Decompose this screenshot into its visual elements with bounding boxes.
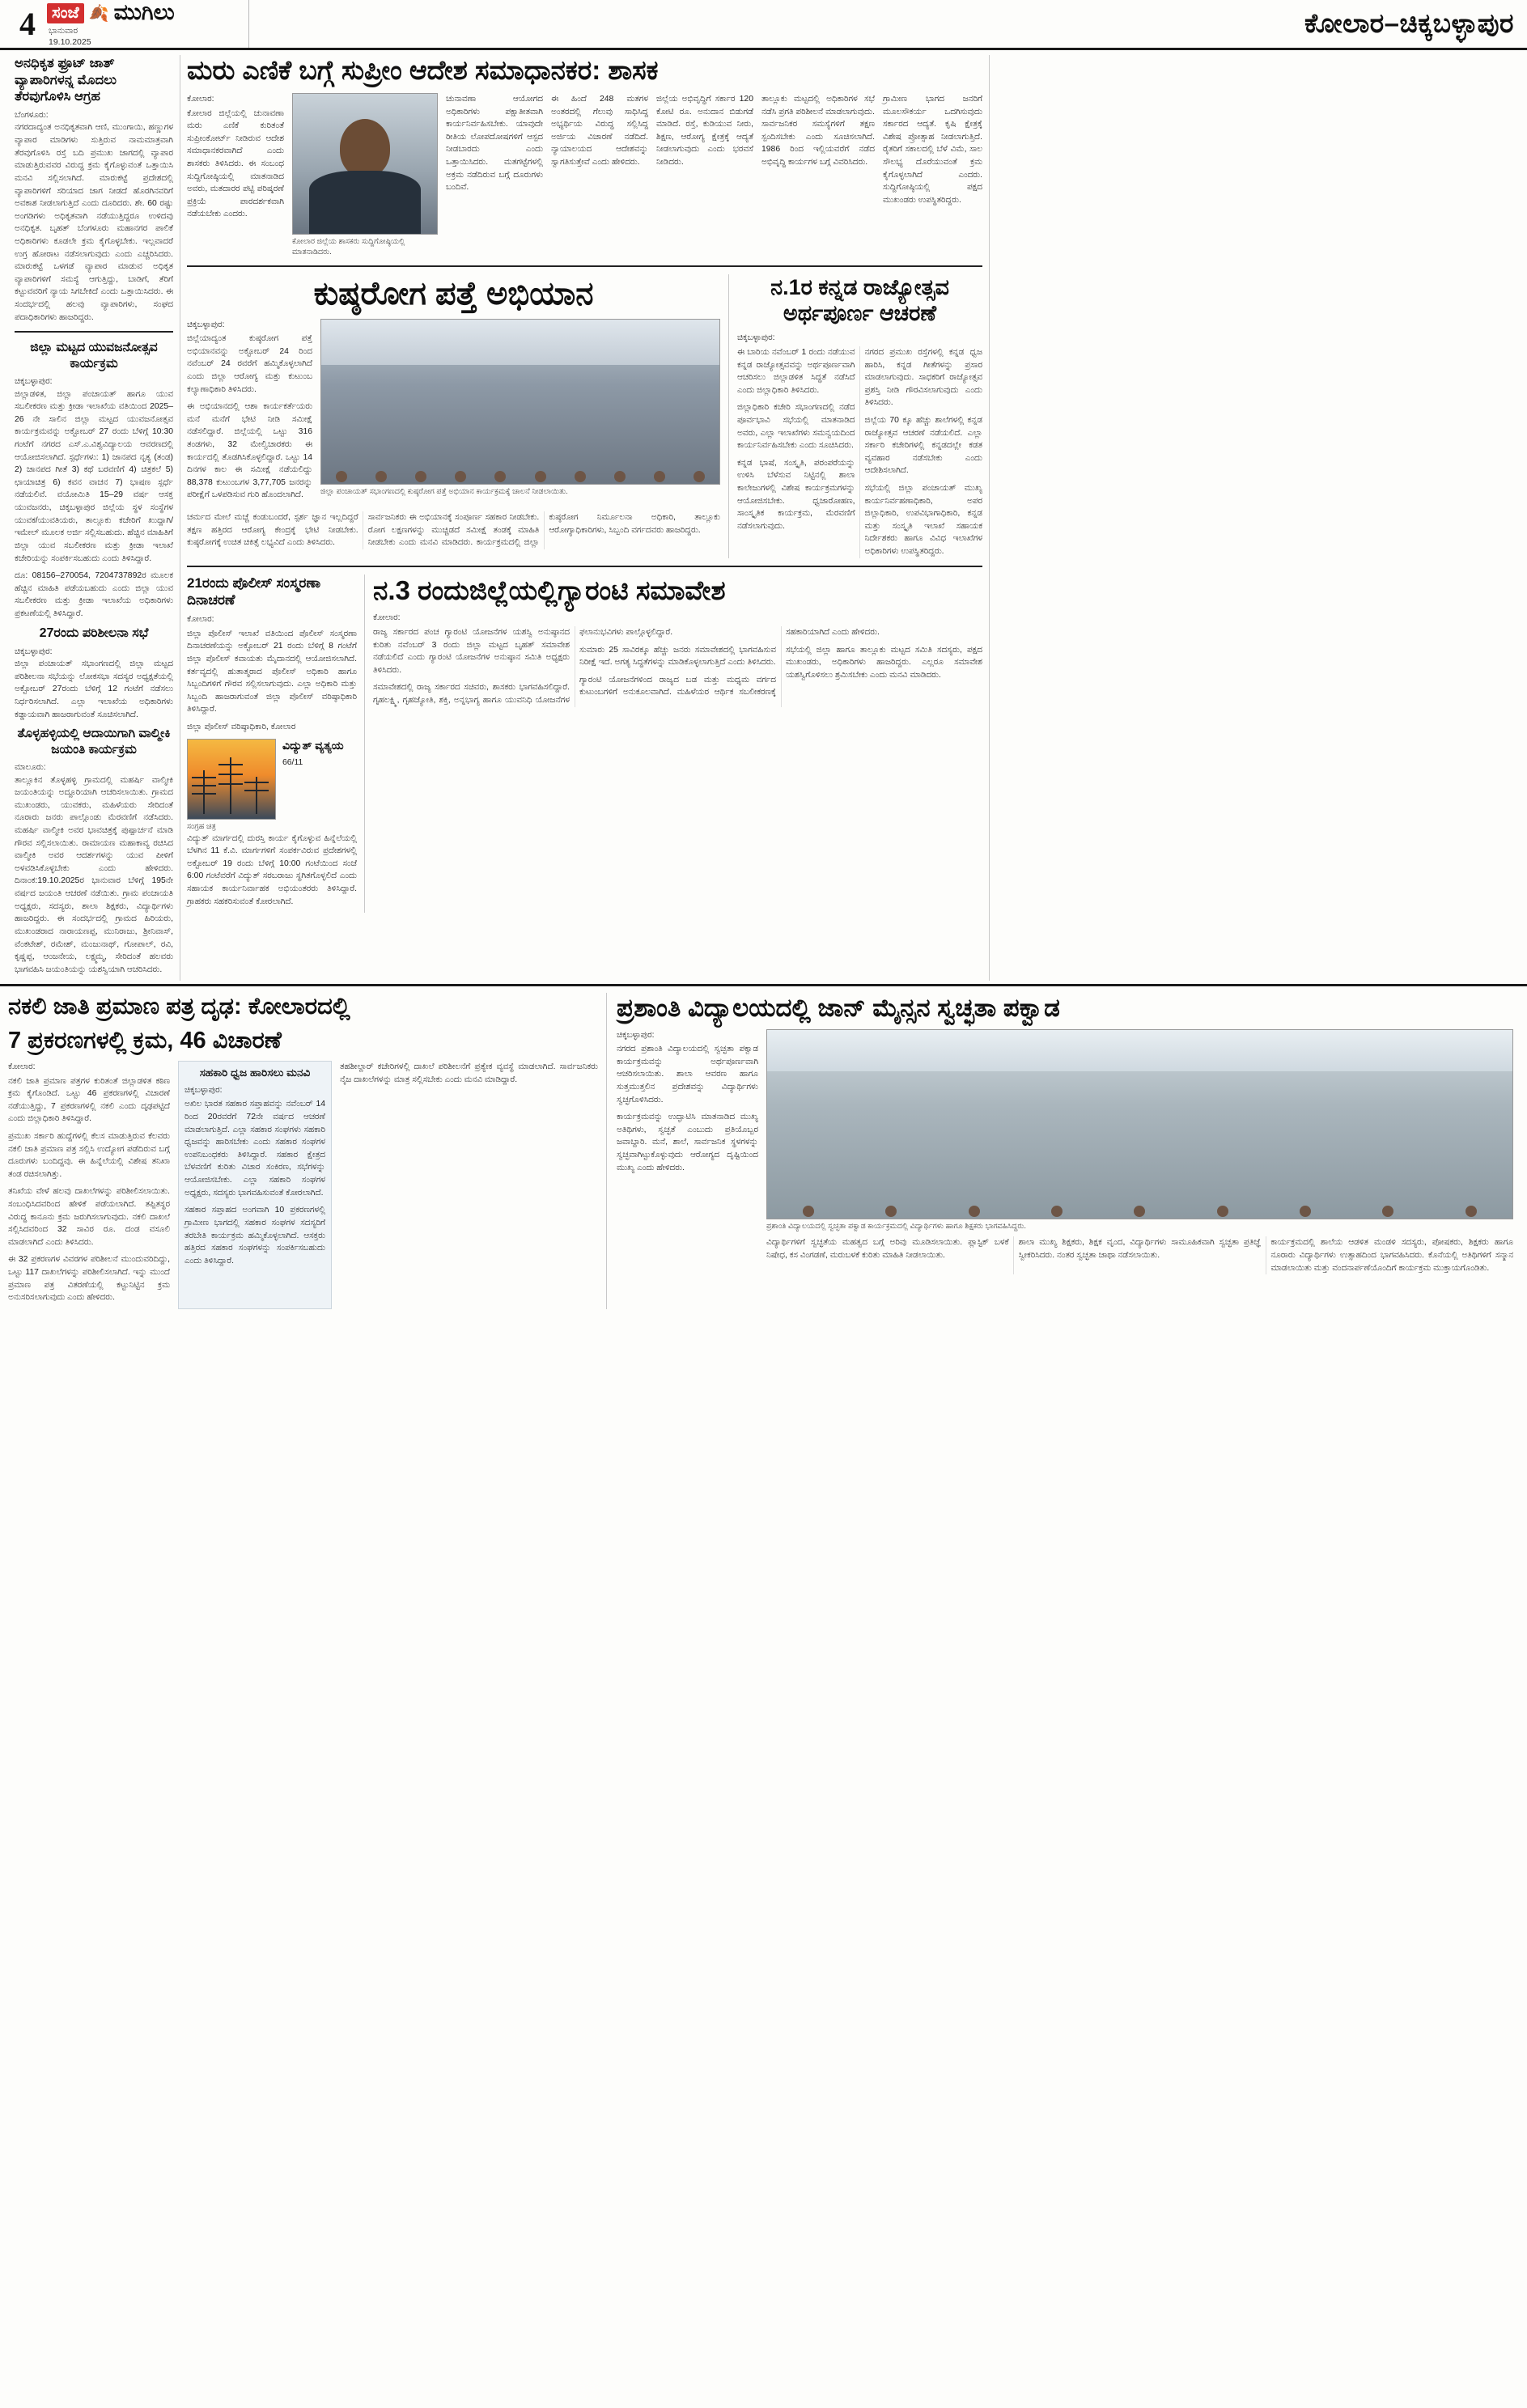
story-n3-para-2: ಸುಮಾರು 25 ಸಾವಿರಕ್ಕೂ ಹೆಚ್ಚು ಜನರು ಸಮಾವೇಶದಲ್ಲಿ ಭಾಗವಹಿಸುವ ನಿರೀಕ್ಷೆ ಇದೆ. ಅಗತ್ಯ ಸಿದ್ಧತೆಗಳನ್ನು ಮಾಡಿಕೊಳ್ಳಲಾಗುತ್ತಿದೆ ಎಂದು ತಿಳಿಸಿದರು. [579, 645, 776, 668]
story-police [187, 574, 365, 913]
edition-date: 19.10.2025 [49, 36, 91, 47]
story-cleanliness-para-3: ಶಾಲಾ ಮುಖ್ಯ ಶಿಕ್ಷಕರು, ಶಿಕ್ಷಕ ವೃಂದ, ವಿದ್ಯಾರ್ಥಿಗಳು ಸಾಮೂಹಿಕವಾಗಿ ಸ್ವಚ್ಛತಾ ಪ್ರತಿಜ್ಞೆ ಸ್ವೀಕರಿಸಿದರು. ನಂತರ ಸ್ವಚ್ಛತಾ ಜಾಥಾ ನಡೆಸಲಾಯಿತು. [1018, 1238, 1262, 1260]
leaf-icon: 🍂 [88, 4, 109, 23]
story-supreme-dateline: ಕೋಲಾರ: [187, 94, 214, 104]
story-n1-headline: ನ.1ರ ಕನ್ನಡ ರಾಜ್ಯೋತ್ಸವ ಅರ್ಥಪೂರ್ಣ ಆಚರಣೆ [770, 274, 949, 325]
story-caste-headline-1: ನಕಲಿ ಜಾತಿ ಪ್ರಮಾಣ ಪತ್ರ ದೃಢ: ಕೋಲಾರದಲ್ಲಿ [8, 994, 350, 1020]
story-n1 [729, 274, 982, 558]
story-valmiki-body: ತಾಲ್ಲೂಕಿನ ತೊಳ್ಳಹಳ್ಳಿ ಗ್ರಾಮದಲ್ಲಿ ಮಹರ್ಷಿ ವಾಲ್ಮೀಕಿ ಜಯಂತಿಯನ್ನು ಅದ್ದೂರಿಯಾಗಿ ಆಚರಿಸಲಾಯಿತು. ಗ್ರಾಮದ ಮುಖಂಡರು, ಯುವಕರು, ಮಹಿಳೆಯರು ಸೇರಿದಂತೆ ನೂರಾರು ಜನರು ಪಾಲ್ಗೊಂಡು ಮೆರವಣಿಗೆ ನಡೆಸಿದರು. ಮಹರ್ಷಿ ವಾಲ್ಮೀಕಿ ಅವರ ಭಾವಚಿತ್ರಕ್ಕೆ ಪುಷ್ಪಾರ್ಚನೆ ಮಾಡಿ ಗೌರವ ಸಲ್ಲಿಸಲಾಯಿತು. ರಾಮಾಯಣ ಮಹಾಕಾವ್ಯ ರಚಿಸಿದ ವಾಲ್ಮೀಕಿ ಅವರ ಆದರ್ಶಗಳನ್ನು ಯುವ ಪೀಳಿಗೆ ಅಳವಡಿಸಿಕೊಳ್ಳಬೇಕು ಎಂದು ಹೇಳಿದರು. ದಿನಾಂಕ:19.10.2025ರ ಭಾನುವಾರ ಬೆಳಿಗ್ಗೆ 195ನೇ ವರ್ಷದ ಜಯಂತಿ ಆಚರಣೆ ನಡೆಯಿತು. ಗ್ರಾಮ ಪಂಚಾಯತಿ ಅಧ್ಯಕ್ಷರು, ಸದಸ್ಯರು, ಶಾಲಾ ಶಿಕ್ಷಕರು, ವಿದ್ಯಾರ್ಥಿಗಳು ಹಾಜರಿದ್ದರು. ಈ ಸಂದರ್ಭದಲ್ಲಿ ಗ್ರಾಮದ ಹಿರಿಯರು, ಮುಖಂಡರಾದ ನಾರಾಯಣಪ್ಪ, ಮುನಿರಾಜು, ಶ್ರೀನಿವಾಸ್, ವೆಂಕಟೇಶ್, ರಮೇಶ್, ಮಂಜುನಾಥ್, ಗೋಪಾಲ್, ರವಿ, ಕೃಷ್ಣಪ್ಪ, ಆಂಜನೇಯ, ಲಕ್ಷ್ಮಮ್ಮ, ಸೇರಿದಂತೆ ಹಲವರು ಭಾಗವಹಿಸಿ ಜಯಂತಿಯನ್ನು ಯಶಸ್ವಿಯಾಗಿ ಆಚರಿಸಿದರು. [15, 775, 173, 974]
story-fruit-body: ನಗರದಾದ್ಯಂತ ಅನಧಿಕೃತವಾಗಿ ಆಣಿ, ಮುಂಗಾಯಿ, ಹಣ್ಣುಗಳ ವ್ಯಾಪಾರ ಮಾಡಿಗಳು ಸುತ್ತಿರುವ ನಾಮಮಾತ್ರವಾಗಿ ತೆರವುಗೊಳಿಸಿ ರಸ್ತೆ ಬದಿ ಪ್ರಮುಖ ಜಾಗದಲ್ಲಿ ವ್ಯಾಪಾರ ಮಾಡುತ್ತಿರುವವರ ವಿರುದ್ಧ ಕ್ರಮ ಕೈಗೊಳ್ಳುವಂತೆ ಒತ್ತಾಯಿಸಿ ಮನವಿ ಸಲ್ಲಿಸಲಾಗಿದೆ. ಮಾರುಕಟ್ಟೆ ಪ್ರದೇಶದಲ್ಲಿ ವ್ಯಾಪಾರಿಗಳಿಗೆ ಸರಿಯಾದ ಜಾಗ ನೀಡದೆ ಹೊರಗಿನವರಿಗೆ ಅವಕಾಶ ನೀಡಲಾಗುತ್ತಿದೆ ಎಂದು ದೂರಿದರು. ಶೇ. 60 ರಷ್ಟು ಅಂಗಡಿಗಳು ಅಧಿಕೃತವಾಗಿ ನಡೆಯುತ್ತಿದ್ದರೂ ಉಳಿದವು ಅನಧಿಕೃತ. ಬೃಹತ್ ಬೆಂಗಳೂರು ಮಹಾನಗರ ಪಾಲಿಕೆ ಅಧಿಕಾರಿಗಳು ಕೂಡಲೇ ಕ್ರಮ ಕೈಗೊಳ್ಳಬೇಕು. ಇಲ್ಲವಾದರೆ ಉಗ್ರ ಹೋರಾಟ ನಡೆಸಲಾಗುವುದು ಎಂದು ಎಚ್ಚರಿಸಿದರು. ಮಾರುಕಟ್ಟೆ ಒಳಗಡೆ ವ್ಯಾಪಾರ ಮಾಡುವ ಅಧಿಕೃತ ವ್ಯಾಪಾರಿಗಳಿಗೆ ಸಮಸ್ಯೆ ಆಗುತ್ತಿದ್ದು, ಬಾಡಿಗೆ, ತೆರಿಗೆ ಕಟ್ಟುವವರಿಗೆ ನ್ಯಾಯ ಸಿಗಬೇಕಿದೆ ಎಂದು ಒತ್ತಾಯಿಸಿದರು. ಈ ಸಂದರ್ಭದಲ್ಲಿ ಹಲವು ವ್ಯಾಪಾರಿಗಳು, ಸಂಘದ ಪದಾಧಿಕಾರಿಗಳು ಹಾಜರಿದ್ದರು. [15, 123, 173, 322]
story-supreme-para-2: ಈ ಹಿಂದೆ 248 ಮತಗಳ ಅಂತರದಲ್ಲಿ ಗೆಲುವು ಸಾಧಿಸಿದ್ದ ಅಭ್ಯರ್ಥಿಯ ವಿರುದ್ಧ ಸಲ್ಲಿಸಿದ್ದ ಅರ್ಜಿಯ ವಿಚಾರಣೆ ನಡೆದಿದೆ. ನ್ಯಾಯಾಲಯದ ಆದೇಶವನ್ನು ಸ್ವಾಗತಿಸುತ್ತೇವೆ ಎಂದು ಹೇಳಿದರು. [551, 94, 648, 167]
story-n1-para-2: ಕನ್ನಡ ಭಾಷೆ, ಸಂಸ್ಕೃತಿ, ಪರಂಪರೆಯನ್ನು ಉಳಿಸಿ ಬೆಳೆಸುವ ನಿಟ್ಟಿನಲ್ಲಿ ಶಾಲಾ ಕಾಲೇಜುಗಳಲ್ಲಿ ವಿಶೇಷ ಕಾರ್ಯಕ್ರಮಗಳನ್ನು ಆಯೋಜಿಸಬೇಕು. ಧ್ವಜಾರೋಹಣ, ಸಾಂಸ್ಕೃತಿಕ ಕಾರ್ಯಕ್ರಮ, ಮೆರವಣಿಗೆ ನಡೆಸಲಾಗುವುದು. [737, 458, 855, 531]
story-fruit-dateline: ಬೆಂಗಳೂರು: [15, 110, 49, 120]
story-coop-headline: ಸಹಕಾರಿ ಧ್ವಜ ಹಾರಿಸಲು ಮನವಿ [199, 1066, 311, 1079]
story-kushtaroga-photo [320, 319, 720, 485]
story-kushtaroga-para-2: ಚರ್ಮದ ಮೇಲೆ ಮಚ್ಚೆ ಕಂಡುಬಂದರೆ, ಸ್ಪರ್ಶ ಜ್ಞಾನ ಇಲ್ಲದಿದ್ದರೆ ತಕ್ಷಣ ಹತ್ತಿರದ ಆರೋಗ್ಯ ಕೇಂದ್ರಕ್ಕೆ ಭೇಟಿ ನೀಡಬೇಕು. ಕುಷ್ಠರೋಗಕ್ಕೆ ಉಚಿತ ಚಿಕಿತ್ಸೆ ಲಭ್ಯವಿದೆ ಎಂದು ತಿಳಿಸಿದರು. [187, 513, 358, 548]
story-n3-para-1: ಸಮಾವೇಶದಲ್ಲಿ ರಾಜ್ಯ ಸರ್ಕಾರದ ಸಚಿವರು, ಶಾಸಕರು ಭಾಗವಹಿಸಲಿದ್ದಾರೆ. ಗೃಹಲಕ್ಷ್ಮಿ, ಗೃಹಜ್ಯೋತಿ, ಶಕ್ತಿ, ಅನ್ನಭಾಗ್ಯ ಹಾಗೂ ಯುವನಿಧಿ ಯೋಜನೆಗಳ ಫಲಾನುಭವಿಗಳು ಪಾಲ್ಗೊಳ್ಳಲಿದ್ದಾರೆ. [373, 627, 673, 705]
story-power-headline: ವಿದ್ಯುತ್ ವ್ಯತ್ಯಯ [282, 738, 344, 752]
logo-word: ಮುಗಿಲು [113, 0, 175, 25]
story-cleanliness-para-0: ನಗರದ ಪ್ರಶಾಂತಿ ವಿದ್ಯಾಲಯದಲ್ಲಿ ಸ್ವಚ್ಛತಾ ಪಕ್ವಾಡ ಕಾರ್ಯಕ್ರಮವನ್ನು ಅರ್ಥಪೂರ್ಣವಾಗಿ ಆಚರಿಸಲಾಯಿತು. ಶಾಲಾ ಆವರಣ ಹಾಗೂ ಸುತ್ತಮುತ್ತಲಿನ ಪ್ರದೇಶವನ್ನು ವಿದ್ಯಾರ್ಥಿಗಳು ಸ್ವಚ್ಛಗೊಳಿಸಿದರು. [617, 1045, 758, 1104]
story-police-headline: 21ರಂದು ಪೊಲೀಸ್ ಸಂಸ್ಮರಣಾ ದಿನಾಚರಣೆ [187, 574, 321, 608]
story-power-body: ವಿದ್ಯುತ್ ಮಾರ್ಗದಲ್ಲಿ ದುರಸ್ತಿ ಕಾರ್ಯ ಕೈಗೊಳ್ಳುವ ಹಿನ್ನೆಲೆಯಲ್ಲಿ ಬೆಳಗಿನ 11 ಕೆ.ವಿ. ಮಾರ್ಗಗಳಿಗೆ ಸಂಪರ್ಕವಿರುವ ಪ್ರದೇಶಗಳಲ್ಲಿ ಅಕ್ಟೋಬರ್ 19 ರಂದು ಬೆಳಿಗ್ಗೆ 10:00 ಗಂಟೆಯಿಂದ ಸಂಜೆ 6:00 ಗಂಟೆವರೆಗೆ ವಿದ್ಯುತ್ ಸರಬರಾಜು ಸ್ಥಗಿತಗೊಳ್ಳಲಿದೆ ಎಂದು ಸಹಾಯಕ ಕಾರ್ಯನಿರ್ವಾಹಕ ಅಭಿಯಂತರರು ತಿಳಿಸಿದ್ದಾರೆ. ಗ್ರಾಹಕರು ಸಹಕರಿಸುವಂತೆ ಕೋರಲಾಗಿದೆ. [187, 833, 357, 906]
story-kushtaroga-dateline: ಚಿಕ್ಕಬಳ್ಳಾಪುರ: [187, 320, 225, 329]
story-n1-para-5: ಸಭೆಯಲ್ಲಿ ಜಿಲ್ಲಾ ಪಂಚಾಯತ್ ಮುಖ್ಯ ಕಾರ್ಯನಿರ್ವಹಣಾಧಿಕಾರಿ, ಅಪರ ಜಿಲ್ಲಾಧಿಕಾರಿ, ಉಪವಿಭಾಗಾಧಿಕಾರಿ, ಕನ್ನಡ ಮತ್ತು ಸಂಸ್ಕೃತಿ ಇಲಾಖೆ ಸಹಾಯಕ ನಿರ್ದೇಶಕರು ಹಾಗೂ ವಿವಿಧ ಇಲಾಖೆಗಳ ಅಧಿಕಾರಿಗಳು ಉಪಸ್ಥಿತರಿದ್ದರು. [864, 484, 982, 557]
story-police-signature: ಜಿಲ್ಲಾ ಪೊಲೀಸ್ ವರಿಷ್ಠಾಧಿಕಾರಿ, ಕೋಲಾರ [187, 723, 296, 732]
story-n3-para-3: ಗ್ಯಾರಂಟಿ ಯೋಜನೆಗಳಿಂದ ರಾಜ್ಯದ ಬಡ ಮತ್ತು ಮಧ್ಯಮ ವರ್ಗದ ಕುಟುಂಬಗಳಿಗೆ ಅನುಕೂಲವಾಗಿದೆ. ಮಹಿಳೆಯರ ಆರ್ಥಿಕ ಸಬಲೀಕರಣಕ್ಕೆ ಸಹಕಾರಿಯಾಗಿದೆ ಎಂದು ಹೇಳಿದರು. [579, 627, 880, 697]
story-power-ref: 66/11 [282, 758, 303, 768]
story-supreme [187, 55, 982, 258]
story-n3-para-0: ರಾಜ್ಯ ಸರ್ಕಾರದ ಪಂಚ ಗ್ಯಾರಂಟಿ ಯೋಜನೆಗಳ ಯಶಸ್ವಿ ಅನುಷ್ಠಾನದ ಕುರಿತು ನವೆಂಬರ್ 3 ರಂದು ಜಿಲ್ಲಾ ಮಟ್ಟದ ಬೃಹತ್ ಸಮಾವೇಶ ನಡೆಯಲಿದೆ ಎಂದು ಗ್ಯಾರಂಟಿ ಯೋಜನೆಗಳ ಅನುಷ್ಠಾನ ಸಮಿತಿ ಅಧ್ಯಕ್ಷರು ತಿಳಿಸಿದರು. [373, 627, 570, 675]
story-police-body: ಜಿಲ್ಲಾ ಪೊಲೀಸ್ ಇಲಾಖೆ ವತಿಯಿಂದ ಪೊಲೀಸ್ ಸಂಸ್ಮರಣಾ ದಿನಾಚರಣೆಯನ್ನು ಅಕ್ಟೋಬರ್ 21 ರಂದು ಬೆಳಿಗ್ಗೆ 8 ಗಂಟೆಗೆ ಜಿಲ್ಲಾ ಪೊಲೀಸ್ ಕವಾಯತು ಮೈದಾನದಲ್ಲಿ ಆಯೋಜಿಸಲಾಗಿದೆ. ಕರ್ತವ್ಯದಲ್ಲಿ ಹುತಾತ್ಮರಾದ ಪೊಲೀಸ್ ಅಧಿಕಾರಿ ಹಾಗೂ ಸಿಬ್ಬಂದಿಗಳಿಗೆ ಗೌರವ ಸಲ್ಲಿಸಲಾಗುವುದು. ಎಲ್ಲಾ ಅಧಿಕಾರಿ ಮತ್ತು ಸಿಬ್ಬಂದಿ ಹಾಜರಾಗುವಂತೆ ಜಿಲ್ಲಾ ಪೊಲೀಸ್ ವರಿಷ್ಠಾಧಿಕಾರಿ ತಿಳಿಸಿದ್ದಾರೆ. [187, 629, 357, 714]
story-n3 [365, 574, 982, 913]
story-youth-body: ಜಿಲ್ಲಾಡಳಿತ, ಜಿಲ್ಲಾ ಪಂಚಾಯತ್ ಹಾಗೂ ಯುವ ಸಬಲೀಕರಣ ಮತ್ತು ಕ್ರೀಡಾ ಇಲಾಖೆಯ ವತಿಯಿಂದ 2025–26 ನೇ ಸಾಲಿನ ಜಿಲ್ಲಾ ಮಟ್ಟದ ಯುವಜನೋತ್ಸವ ಕಾರ್ಯಕ್ರಮವನ್ನು ಅಕ್ಟೋಬರ್ 27 ರಂದು ಬೆಳಿಗ್ಗೆ 10:30 ಗಂಟೆಗೆ ನಗರದ ಎಸ್.ಎ.ವಿಶ್ವವಿದ್ಯಾಲಯ ಆವರಣದಲ್ಲಿ ಆಯೋಜಿಸಲಾಗಿದೆ. ಸ್ಪರ್ಧೆಗಳು: 1) ಜಾನಪದ ನೃತ್ಯ (ತಂಡ) 2) ಜಾನಪದ ಗೀತೆ 3) ಕಥೆ ಬರವಣಿಗೆ 4) ಚಿತ್ರಕಲೆ 5) ಛಾಯಾಚಿತ್ರ 6) ಕವನ ವಾಚನ 7) ಭಾಷಣ ಸ್ಪರ್ಧೆ ನಡೆಯಲಿವೆ. ವಯೋಮಿತಿ 15–29 ವರ್ಷ ಆಸಕ್ತ ಯುವಜನರು, ಚಿಕ್ಕಬಳ್ಳಾಪುರ ಜಿಲ್ಲೆಯ ಸ್ಥಳ ಸಂಸ್ಥೆಗಳ ಯುವಕ/ಯುವತಿಯರು, ತಾಲ್ಲೂಕು ಕಚೇರಿಗೆ ಖುದ್ದಾಗಿ/ ಇಮೇಲ್ ಮೂಲಕ ಅರ್ಜಿ ಸಲ್ಲಿಸಬಹುದು. ಹೆಚ್ಚಿನ ಮಾಹಿತಿಗೆ ಜಿಲ್ಲಾ ಯುವ ಸಬಲೀಕರಣ ಮತ್ತು ಕ್ರೀಡಾ ಇಲಾಖೆ ಕಚೇರಿಯನ್ನು ಸಂಪರ್ಕಿಸಬಹುದು ಎಂದು ತಿಳಿಸಿದ್ದಾರೆ. [15, 389, 173, 563]
story-supreme-para-3: ಜಿಲ್ಲೆಯ ಅಭಿವೃದ್ಧಿಗೆ ಸರ್ಕಾರ 120 ಕೋಟಿ ರೂ. ಅನುದಾನ ಬಿಡುಗಡೆ ಮಾಡಿದೆ. ರಸ್ತೆ, ಕುಡಿಯುವ ನೀರು, ಶಿಕ್ಷಣ, ಆರೋಗ್ಯ ಕ್ಷೇತ್ರಕ್ಕೆ ಆದ್ಯತೆ ನೀಡಲಾಗುವುದು ಎಂದು ಭರವಸೆ ನೀಡಿದರು. [656, 94, 753, 167]
page-number: 4 [19, 6, 36, 42]
story-youth-headline: ಜಿಲ್ಲಾ ಮಟ್ಟದ ಯುವಜನೋತ್ಸವ ಕಾರ್ಯಕ್ರಮ [30, 341, 158, 371]
story-cleanliness-photo [766, 1029, 1513, 1219]
story-kushtaroga [187, 274, 729, 558]
story-n1-para-1: ಜಿಲ್ಲಾಧಿಕಾರಿ ಕಚೇರಿ ಸಭಾಂಗಣದಲ್ಲಿ ನಡೆದ ಪೂರ್ವಭಾವಿ ಸಭೆಯಲ್ಲಿ ಮಾತನಾಡಿದ ಅವರು, ಎಲ್ಲಾ ಇಲಾಖೆಗಳು ಸಮನ್ವಯದಿಂದ ಕಾರ್ಯನಿರ್ವಹಿಸಬೇಕು ಎಂದು ಸೂಚಿಸಿದರು. [737, 403, 855, 451]
story-cleanliness-photo-caption: ಪ್ರಶಾಂತಿ ವಿದ್ಯಾಲಯದಲ್ಲಿ ಸ್ವಚ್ಛತಾ ಪಕ್ವಾಡ ಕಾರ್ಯಕ್ರಮದಲ್ಲಿ ವಿದ್ಯಾರ್ಥಿಗಳು ಹಾಗೂ ಶಿಕ್ಷಕರು ಭಾಗವಹಿಸಿದ್ದರು. [766, 1221, 1027, 1231]
story-coop-sidebar [178, 1061, 332, 1309]
story-caste-headline-2: 7 ಪ್ರಕರಣಗಳಲ್ಲಿ ಕ್ರಮ, 46 ವಿಚಾರಣೆ [8, 1028, 282, 1054]
masthead-spacer [249, 0, 1304, 48]
logo-badge: ಸಂಜೆ [47, 3, 84, 23]
story-n1-para-0: ಈ ಬಾರಿಯ ನವೆಂಬರ್ 1 ರಂದು ನಡೆಯುವ ಕನ್ನಡ ರಾಜ್ಯೋತ್ಸವವನ್ನು ಅರ್ಥಪೂರ್ಣವಾಗಿ ಆಚರಿಸಲು ಜಿಲ್ಲಾಡಳಿತ ಸಿದ್ಧತೆ ನಡೆಸಿದೆ ಎಂದು ಜಿಲ್ಲಾಧಿಕಾರಿ ತಿಳಿಸಿದರು. [737, 347, 855, 395]
story-n1-para-4: ಜಿಲ್ಲೆಯ 70 ಕ್ಕೂ ಹೆಚ್ಚು ಶಾಲೆಗಳಲ್ಲಿ ಕನ್ನಡ ರಾಜ್ಯೋತ್ಸವ ಆಚರಣೆ ನಡೆಯಲಿದೆ. ಎಲ್ಲಾ ಸರ್ಕಾರಿ ಕಚೇರಿಗಳಲ್ಲಿ ಕನ್ನಡದಲ್ಲೇ ಕಡತ ವ್ಯವಹಾರ ನಡೆಸಬೇಕು ಎಂದು ಆದೇಶಿಸಲಾಗಿದೆ. [864, 416, 982, 476]
story-cleanliness-headline: ಪ್ರಶಾಂತಿ ವಿದ್ಯಾಲಯದಲ್ಲಿ ಜಾನ್ ಮೈನ್ಸನ ಸ್ವಚ್ಛತಾ ಪಕ್ವಾಡ [617, 994, 1060, 1023]
story-caste-para-4: ತಹಶೀಲ್ದಾರ್ ಕಚೇರಿಗಳಲ್ಲಿ ದಾಖಲೆ ಪರಿಶೀಲನೆಗೆ ಪ್ರತ್ಯೇಕ ವ್ಯವಸ್ಥೆ ಮಾಡಲಾಗಿದೆ. ಸಾರ್ವಜನಿಕರು ನೈಜ ದಾಖಲೆಗಳನ್ನು ಮಾತ್ರ ಸಲ್ಲಿಸಬೇಕು ಎಂದು ಮನವಿ ಮಾಡಿದ್ದಾರೆ. [340, 1062, 598, 1084]
story-cleanliness-dateline: ಚಿಕ್ಕಬಳ್ಳಾಪುರ: [617, 1030, 655, 1040]
story-supreme-headline: ಮರು ಎಣಿಕೆ ಬಗ್ಗೆ ಸುಪ್ರೀಂ ಆದೇಶ ಸಮಾಧಾನಕರ: ಶಾಸಕ [187, 55, 659, 85]
story-supreme-para-5: ಗ್ರಾಮೀಣ ಭಾಗದ ಜನರಿಗೆ ಮೂಲಸೌಕರ್ಯ ಒದಗಿಸುವುದು ಸರ್ಕಾರದ ಆದ್ಯತೆ. ಕೃಷಿ ಕ್ಷೇತ್ರಕ್ಕೆ ವಿಶೇಷ ಪ್ರೋತ್ಸಾಹ ನೀಡಲಾಗುತ್ತಿದೆ. ರೈತರಿಗೆ ಸಕಾಲದಲ್ಲಿ ಬೆಳೆ ವಿಮೆ, ಸಾಲ ಸೌಲಭ್ಯ ದೊರೆಯುವಂತೆ ಕ್ರಮ ಕೈಗೊಳ್ಳಲಾಗಿದೆ ಎಂದರು. ಸುದ್ದಿಗೋಷ್ಠಿಯಲ್ಲಿ ಪಕ್ಷದ ಮುಖಂಡರು ಉಪಸ್ಥಿತರಿದ್ದರು. [883, 94, 982, 205]
story-fruit-headline: ಅನಧಿಕೃತ ಫ್ರೂಟ್ ಜಾತ್ ವ್ಯಾಪಾರಿಗಳನ್ನ ಮೊದಲು ತೆರವುಗೊಳಿಸಿ ಆಗ್ರಹ [15, 56, 117, 104]
story-cleanliness-para-2: ವಿದ್ಯಾರ್ಥಿಗಳಿಗೆ ಸ್ವಚ್ಛತೆಯ ಮಹತ್ವದ ಬಗ್ಗೆ ಅರಿವು ಮೂಡಿಸಲಾಯಿತು. ಪ್ಲಾಸ್ಟಿಕ್ ಬಳಕೆ ನಿಷೇಧ, ಕಸ ವಿಂಗಡಣೆ, ಮರುಬಳಕೆ ಕುರಿತು ಮಾಹಿತಿ ನೀಡಲಾಯಿತು. [766, 1238, 1009, 1260]
story-n3-headline: ನ.3 ರಂದುಜಿಲ್ಲೆಯಲ್ಲಿಗ್ಯಾರಂಟಿ ಸಮಾವೇಶ [373, 574, 726, 605]
story-caste-para-0: ನಕಲಿ ಜಾತಿ ಪ್ರಮಾಣ ಪತ್ರಗಳ ಕುರಿತಂತೆ ಜಿಲ್ಲಾಡಳಿತ ಕಠಿಣ ಕ್ರಮ ಕೈಗೊಂಡಿದೆ. ಒಟ್ಟು 46 ಪ್ರಕರಣಗಳಲ್ಲಿ ವಿಚಾರಣೆ ನಡೆಯುತ್ತಿದ್ದು, 7 ಪ್ರಕರಣಗಳಲ್ಲಿ ನಕಲಿ ಎಂದು ದೃಢಪಟ್ಟಿದೆ ಎಂದು ಜಿಲ್ಲಾಧಿಕಾರಿ ತಿಳಿಸಿದ್ದಾರೆ. [8, 1076, 170, 1124]
story-n3-para-4: ಸಭೆಯಲ್ಲಿ ಜಿಲ್ಲಾ ಹಾಗೂ ತಾಲ್ಲೂಕು ಮಟ್ಟದ ಸಮಿತಿ ಸದಸ್ಯರು, ಪಕ್ಷದ ಮುಖಂಡರು, ಅಧಿಕಾರಿಗಳು ಹಾಜರಿದ್ದರು. ಎಲ್ಲರೂ ಸಮಾವೇಶ ಯಶಸ್ವಿಗೊಳಿಸಲು ಶ್ರಮಿಸಬೇಕು ಎಂದು ಮನವಿ ಮಾಡಿದರು. [786, 645, 982, 680]
edition-day: ಭಾನುವಾರ [49, 26, 78, 36]
story-cleanliness-para-1: ಕಾರ್ಯಕ್ರಮವನ್ನು ಉದ್ಘಾಟಿಸಿ ಮಾತನಾಡಿದ ಮುಖ್ಯ ಅತಿಥಿಗಳು, ಸ್ವಚ್ಛತೆ ಎಂಬುದು ಪ್ರತಿಯೊಬ್ಬರ ಜವಾಬ್ದಾರಿ. ಮನೆ, ಶಾಲೆ, ಸಾರ್ವಜನಿಕ ಸ್ಥಳಗಳನ್ನು ಸ್ವಚ್ಛವಾಗಿಟ್ಟುಕೊಳ್ಳುವುದು ಆರೋಗ್ಯದ ದೃಷ್ಟಿಯಿಂದ ಮುಖ್ಯ ಎಂದು ಹೇಳಿದರು. [617, 1113, 758, 1172]
story-cleanliness [607, 993, 1513, 1309]
story-kushtaroga-para-1: ಈ ಅಭಿಯಾನದಲ್ಲಿ ಆಶಾ ಕಾರ್ಯಕರ್ತೆಯರು ಮನೆ ಮನೆಗೆ ಭೇಟಿ ನೀಡಿ ಸಮೀಕ್ಷೆ ನಡೆಸಲಿದ್ದಾರೆ. ಜಿಲ್ಲೆಯಲ್ಲಿ ಒಟ್ಟು 316 ತಂಡಗಳು, 32 ಮೇಲ್ವಿಚಾರಕರು ಈ ಕಾರ್ಯದಲ್ಲಿ ತೊಡಗಿಸಿಕೊಳ್ಳಲಿದ್ದಾರೆ. ಒಟ್ಟು 14 ದಿನಗಳ ಕಾಲ ಈ ಸಮೀಕ್ಷೆ ನಡೆಯಲಿದ್ದು 88,378 ಕುಟುಂಬಗಳ 3,77,705 ಜನರನ್ನು ಪರೀಕ್ಷೆಗೆ ಒಳಪಡಿಸುವ ಗುರಿ ಹೊಂದಲಾಗಿದೆ. [187, 402, 312, 500]
story-caste-para-1: ಪ್ರಮುಖ ಸರ್ಕಾರಿ ಹುದ್ದೆಗಳಲ್ಲಿ ಕೆಲಸ ಮಾಡುತ್ತಿರುವ ಕೆಲವರು ನಕಲಿ ಜಾತಿ ಪ್ರಮಾಣ ಪತ್ರ ಸಲ್ಲಿಸಿ ಉದ್ಯೋಗ ಪಡೆದಿರುವ ಬಗ್ಗೆ ದೂರುಗಳು ಬಂದಿದ್ದವು. ಈ ಹಿನ್ನೆಲೆಯಲ್ಲಿ ವಿಶೇಷ ತನಿಖಾ ತಂಡ ರಚಿಸಲಾಗಿತ್ತು. [8, 1131, 170, 1179]
column-left [8, 55, 180, 981]
column-center [180, 55, 990, 981]
story-n1-para-3: ನಗರದ ಪ್ರಮುಖ ರಸ್ತೆಗಳಲ್ಲಿ ಕನ್ನಡ ಧ್ವಜ ಹಾರಿಸಿ, ಕನ್ನಡ ಗೀತೆಗಳನ್ನು ಪ್ರಸಾರ ಮಾಡಲಾಗುವುದು. ಸಾಧಕರಿಗೆ ರಾಜ್ಯೋತ್ಸವ ಪ್ರಶಸ್ತಿ ನೀಡಿ ಗೌರವಿಸಲಾಗುವುದು ಎಂದು ತಿಳಿಸಿದರು. [864, 347, 982, 408]
bottom-section [0, 984, 1527, 1309]
story-n1-dateline: ಚಿಕ್ಕಬಳ್ಳಾಪುರ: [737, 333, 775, 343]
story-coop-dateline: ಚಿಕ್ಕಬಳ್ಳಾಪುರ: [185, 1085, 223, 1095]
story-n3-dateline: ಕೋಲಾರ: [373, 613, 401, 623]
story-caste-dateline: ಕೋಲಾರ: [8, 1062, 36, 1071]
page-content [0, 50, 1527, 981]
story-youth-contact: ದೂ: 08156–270054, 7204737892ರ ಮೂಲಕ ಹೆಚ್ಚಿನ ಮಾಹಿತಿ ಪಡೆಯಬಹುದು ಎಂದು ಜಿಲ್ಲಾ ಯುವ ಸಬಲೀಕರಣ ಮತ್ತು ಕ್ರೀಡಾ ಇಲಾಖೆಯ ಅಧಿಕಾರಿಗಳು ಪ್ರಕಟಣೆಯಲ್ಲಿ ತಿಳಿಸಿದ್ದಾರೆ. [15, 571, 173, 618]
story-police-dateline: ಕೋಲಾರ: [187, 615, 214, 625]
story-valmiki-dateline: ಮಾಲೂರು: [15, 762, 46, 772]
story-power-photo-caption: ಸಂಗ್ರಹ ಚಿತ್ರ [187, 821, 216, 831]
story-caste-para-2: ತನಿಖೆಯ ವೇಳೆ ಹಲವು ದಾಖಲೆಗಳನ್ನು ಪರಿಶೀಲಿಸಲಾಯಿತು. ಸಂಬಂಧಿಸಿದವರಿಂದ ಹೇಳಿಕೆ ಪಡೆಯಲಾಗಿದೆ. ತಪ್ಪಿತಸ್ಥರ ವಿರುದ್ಧ ಕಾನೂನು ಕ್ರಮ ಜರುಗಿಸಲಾಗುವುದು. ನಕಲಿ ದಾಖಲೆ ಸಲ್ಲಿಸಿದವರಿಂದ 32 ಸಾವಿರ ರೂ. ದಂಡ ವಸೂಲಿ ಮಾಡಲಾಗಿದೆ ಎಂದು ತಿಳಿಸಿದರು. [8, 1187, 170, 1247]
region-title: ಕೋಲಾರ–ಚಿಕ್ಕಬಳ್ಳಾಪುರ [1304, 8, 1514, 38]
story-review-headline: 27ರಂದು ಪರಿಶೀಲನಾ ಸಭೆ [39, 625, 149, 640]
story-kushtaroga-headline: ಕುಷ್ಠರೋಗ ಪತ್ತೆ ಅಭಿಯಾನ [313, 275, 594, 312]
story-cleanliness-para-4: ಕಾರ್ಯಕ್ರಮದಲ್ಲಿ ಶಾಲೆಯ ಆಡಳಿತ ಮಂಡಳಿ ಸದಸ್ಯರು, ಪೋಷಕರು, ಶಿಕ್ಷಕರು ಹಾಗೂ ನೂರಾರು ವಿದ್ಯಾರ್ಥಿಗಳು ಉತ್ಸಾಹದಿಂದ ಭಾಗವಹಿಸಿದರು. ಕೊನೆಯಲ್ಲಿ ಅತಿಥಿಗಳಿಗೆ ಸನ್ಮಾನ ಮಾಡಲಾಯಿತು ಮತ್ತು ವಂದನಾರ್ಪಣೆಯೊಂದಿಗೆ ಕಾರ್ಯಕ್ರಮ ಮುಕ್ತಾಯಗೊಂಡಿತು. [1270, 1238, 1513, 1273]
story-supreme-para-0: ಕೋಲಾರ ಜಿಲ್ಲೆಯಲ್ಲಿ ಚುನಾವಣಾ ಮರು ಎಣಿಕೆ ಕುರಿತಂತೆ ಸುಪ್ರೀಂಕೋರ್ಟ್ ನೀಡಿರುವ ಆದೇಶ ಸಮಾಧಾನಕರವಾಗಿದೆ ಎಂದು ಶಾಸಕರು ತಿಳಿಸಿದರು. ಈ ಸಂಬಂಧ ಸುದ್ದಿಗೋಷ್ಠಿಯಲ್ಲಿ ಮಾತನಾಡಿದ ಅವರು, ಮತದಾರರ ಪಟ್ಟಿ ಪರಿಷ್ಕರಣೆ ಪ್ರಕ್ರಿಯೆ ಪಾರದರ್ಶಕವಾಗಿ ನಡೆಯಬೇಕು ಎಂದರು. [187, 108, 284, 219]
story-caste-certificate [8, 993, 607, 1309]
story-caste-para-3: ಈ 32 ಪ್ರಕರಣಗಳ ವಿವರಗಳ ಪರಿಶೀಲನೆ ಮುಂದುವರಿದಿದ್ದು, ಒಟ್ಟು 117 ದಾಖಲೆಗಳನ್ನು ಪರಿಶೀಲಿಸಲಾಗಿದೆ. ಇನ್ನು ಮುಂದೆ ಪ್ರಮಾಣ ಪತ್ರ ವಿತರಣೆಯಲ್ಲಿ ಕಟ್ಟುನಿಟ್ಟಿನ ಕ್ರಮ ಅನುಸರಿಸಲಾಗುವುದು ಎಂದು ಹೇಳಿದರು. [8, 1255, 170, 1303]
story-coop-body-2: ಸಹಕಾರ ಸಪ್ತಾಹದ ಅಂಗವಾಗಿ 10 ಪ್ರಕರಣಗಳಲ್ಲಿ ಗ್ರಾಮೀಣ ಭಾಗದಲ್ಲಿ ಸಹಕಾರ ಸಂಘಗಳ ಸದಸ್ಯರಿಗೆ ತರಬೇತಿ ಕಾರ್ಯಕ್ರಮ ಹಮ್ಮಿಕೊಳ್ಳಲಾಗಿದೆ. ಆಸಕ್ತರು ಹತ್ತಿರದ ಸಹಕಾರ ಸಂಘಗಳನ್ನು ಸಂಪರ್ಕಿಸಬಹುದು ಎಂದು ತಿಳಿಸಿದ್ದಾರೆ. [185, 1206, 325, 1265]
story-youth-dateline: ಚಿಕ್ಕಬಳ್ಳಾಪುರ: [15, 376, 53, 386]
story-supreme-para-1: ಚುನಾವಣಾ ಆಯೋಗದ ಅಧಿಕಾರಿಗಳು ಪಕ್ಷಾತೀತವಾಗಿ ಕಾರ್ಯನಿರ್ವಹಿಸಬೇಕು. ಯಾವುದೇ ರೀತಿಯ ಲೋಪದೋಷಗಳಿಗೆ ಆಸ್ಪದ ನೀಡಬಾರದು ಎಂದು ಒತ್ತಾಯಿಸಿದರು. ಮತಗಟ್ಟೆಗಳಲ್ಲಿ ಅಕ್ರಮ ನಡೆದಿರುವ ಬಗ್ಗೆ ದೂರುಗಳು ಬಂದಿವೆ. [446, 94, 543, 193]
story-review-dateline: ಚಿಕ್ಕಬಳ್ಳಾಪುರ: [15, 647, 53, 656]
publication-logo [47, 0, 249, 48]
story-supreme-photo-caption: ಕೋಲಾರ ಜಿಲ್ಲೆಯ ಶಾಸಕರು ಸುದ್ದಿಗೋಷ್ಠಿಯಲ್ಲಿ ಮಾತನಾಡಿದರು. [292, 236, 405, 256]
story-review-body: ಜಿಲ್ಲಾ ಪಂಚಾಯತ್ ಸಭಾಂಗಣದಲ್ಲಿ ಜಿಲ್ಲಾ ಮಟ್ಟದ ಪರಿಶೀಲನಾ ಸಭೆಯನ್ನು ಲೋಕಸಭಾ ಸದಸ್ಯರ ಅಧ್ಯಕ್ಷತೆಯಲ್ಲಿ ಅಕ್ಟೋಬರ್ 27ರಂದು ಬೆಳಿಗ್ಗೆ 12 ಗಂಟೆಗೆ ನಡೆಸಲು ನಿರ್ಧರಿಸಲಾಗಿದೆ. ಎಲ್ಲಾ ಇಲಾಖೆಯ ಅಧಿಕಾರಿಗಳು ಕಡ್ಡಾಯವಾಗಿ ಹಾಜರಾಗುವಂತೆ ಸೂಚಿಸಲಾಗಿದೆ. [15, 659, 173, 719]
story-kushtaroga-para-0: ಜಿಲ್ಲೆಯಾದ್ಯಂತ ಕುಷ್ಠರೋಗ ಪತ್ತೆ ಅಭಿಯಾನವನ್ನು ಅಕ್ಟೋಬರ್ 24 ರಿಂದ ನವೆಂಬರ್ 24 ರವರೆಗೆ ಹಮ್ಮಿಕೊಳ್ಳಲಾಗಿದೆ ಎಂದು ಜಿಲ್ಲಾ ಆರೋಗ್ಯ ಮತ್ತು ಕುಟುಂಬ ಕಲ್ಯಾಣಾಧಿಕಾರಿ ತಿಳಿಸಿದರು. [187, 334, 312, 394]
story-power-photo [187, 739, 276, 820]
masthead [0, 0, 1527, 50]
story-kushtaroga-para-3: ಸಾರ್ವಜನಿಕರು ಈ ಅಭಿಯಾನಕ್ಕೆ ಸಂಪೂರ್ಣ ಸಹಕಾರ ನೀಡಬೇಕು. ರೋಗ ಲಕ್ಷಣಗಳನ್ನು ಮುಚ್ಚಿಡದೆ ಸಮೀಕ್ಷೆ ತಂಡಕ್ಕೆ ಮಾಹಿತಿ ನೀಡಬೇಕು ಎಂದು ಮನವಿ ಮಾಡಿದರು. ಕಾರ್ಯಕ್ರಮದಲ್ಲಿ ಜಿಲ್ಲಾ ಕುಷ್ಠರೋಗ ನಿರ್ಮೂಲನಾ ಅಧಿಕಾರಿ, ತಾಲ್ಲೂಕು ಆರೋಗ್ಯಾಧಿಕಾರಿಗಳು, ಸಿಬ್ಬಂದಿ ವರ್ಗದವರು ಹಾಜರಿದ್ದರು. [367, 513, 720, 548]
story-supreme-photo [292, 93, 438, 235]
story-valmiki-headline: ತೊಳ್ಳಹಳ್ಳಿಯಲ್ಲಿ ಆದಾಯಿಗಾಗಿ ವಾಲ್ಮೀಕಿ ಜಯಂತಿ ಕಾರ್ಯಕ್ರಮ [17, 727, 171, 757]
story-coop-body: ಅಖಿಲ ಭಾರತ ಸಹಕಾರ ಸಪ್ತಾಹವನ್ನು ನವೆಂಬರ್ 14 ರಿಂದ 20ರವರೆಗೆ 72ನೇ ವರ್ಷದ ಆಚರಣೆ ಮಾಡಲಾಗುತ್ತಿದೆ. ಎಲ್ಲಾ ಸಹಕಾರ ಸಂಘಗಳು ಸಹಕಾರಿ ಧ್ವಜವನ್ನು ಹಾರಿಸಬೇಕು ಎಂದು ಸಹಕಾರ ಸಂಘಗಳ ಉಪನಿಬಂಧಕರು ತಿಳಿಸಿದ್ದಾರೆ. ಸಹಕಾರ ಕ್ಷೇತ್ರದ ಬೆಳವಣಿಗೆ ಕುರಿತು ವಿಚಾರ ಸಂಕಿರಣ, ಸಭೆಗಳನ್ನು ಆಯೋಜಿಸಬೇಕು. ಎಲ್ಲಾ ಸಹಕಾರಿ ಸಂಘಗಳ ಅಧ್ಯಕ್ಷರು, ಸದಸ್ಯರು ಭಾಗವಹಿಸುವಂತೆ ಕೋರಲಾಗಿದೆ. [185, 1100, 325, 1198]
story-kushtaroga-photo-caption: ಜಿಲ್ಲಾ ಪಂಚಾಯತ್ ಸಭಾಂಗಣದಲ್ಲಿ ಕುಷ್ಠರೋಗ ಪತ್ತೆ ಅಭಿಯಾನ ಕಾರ್ಯಕ್ರಮಕ್ಕೆ ಚಾಲನೆ ನೀಡಲಾಯಿತು. [320, 486, 568, 496]
story-supreme-para-4: ತಾಲ್ಲೂಕು ಮಟ್ಟದಲ್ಲಿ ಅಧಿಕಾರಿಗಳ ಸಭೆ ನಡೆಸಿ ಪ್ರಗತಿ ಪರಿಶೀಲನೆ ಮಾಡಲಾಗುವುದು. ಸಾರ್ವಜನಿಕರ ಸಮಸ್ಯೆಗಳಿಗೆ ತಕ್ಷಣ ಸ್ಪಂದಿಸಬೇಕು ಎಂದು ಸೂಚಿಸಲಾಗಿದೆ. 1986 ರಿಂದ ಇಲ್ಲಿಯವರೆಗೆ ನಡೆದ ಅಭಿವೃದ್ಧಿ ಕಾರ್ಯಗಳ ಬಗ್ಗೆ ವಿವರಿಸಿದರು. [761, 94, 875, 167]
